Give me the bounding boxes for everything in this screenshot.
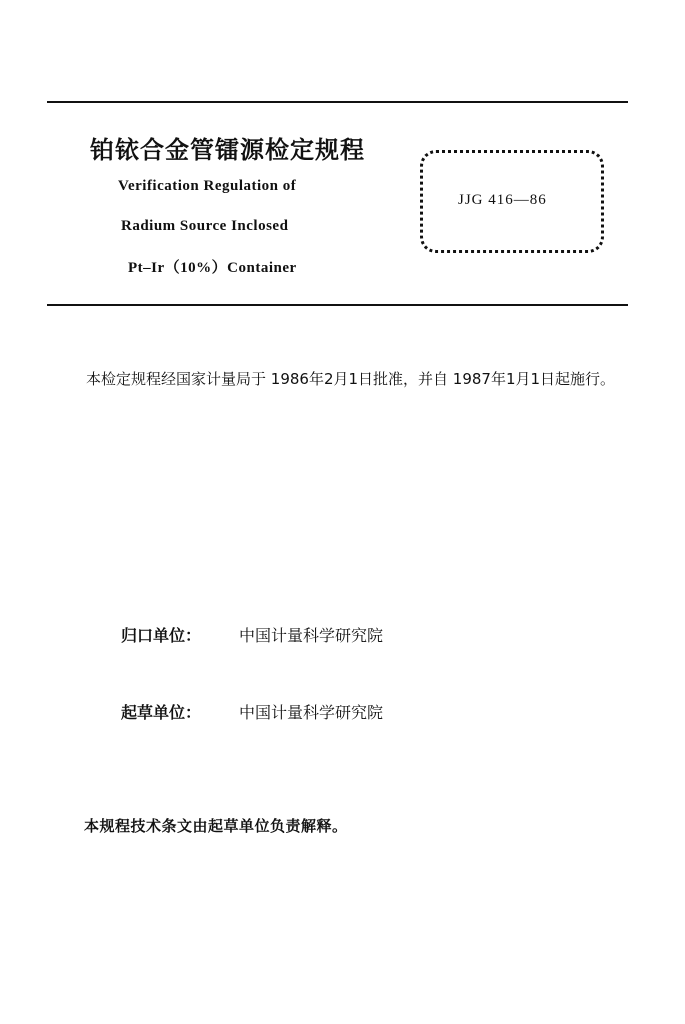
drafting-unit-label: 起草单位：	[121, 703, 202, 722]
responsible-unit	[121, 623, 383, 646]
document-title-english-line-2: Radium Source Inclosed	[121, 218, 289, 234]
top-rule	[47, 101, 628, 103]
bottom-rule	[47, 304, 628, 306]
responsible-unit-label: 归口单位：	[121, 626, 202, 645]
document-title-english-line-3: Pt–Ir（10%）Container	[128, 260, 297, 276]
drafting-unit	[121, 700, 383, 723]
responsible-unit-value: 中国计量科学研究院	[239, 626, 384, 645]
document-title-english-line-1: Verification Regulation of	[118, 178, 297, 194]
regulation-code: JJG 416—86	[458, 192, 547, 208]
interpretation-note: 本规程技术条文由起草单位负责解释。	[84, 817, 348, 835]
drafting-unit-value: 中国计量科学研究院	[239, 703, 384, 722]
approval-statement: 本检定规程经国家计量局于 1986年2月1日批准，并自 1987年1月1日起施行。	[86, 370, 616, 388]
document-title-chinese: 铂铱合金管镭源检定规程	[90, 136, 365, 164]
